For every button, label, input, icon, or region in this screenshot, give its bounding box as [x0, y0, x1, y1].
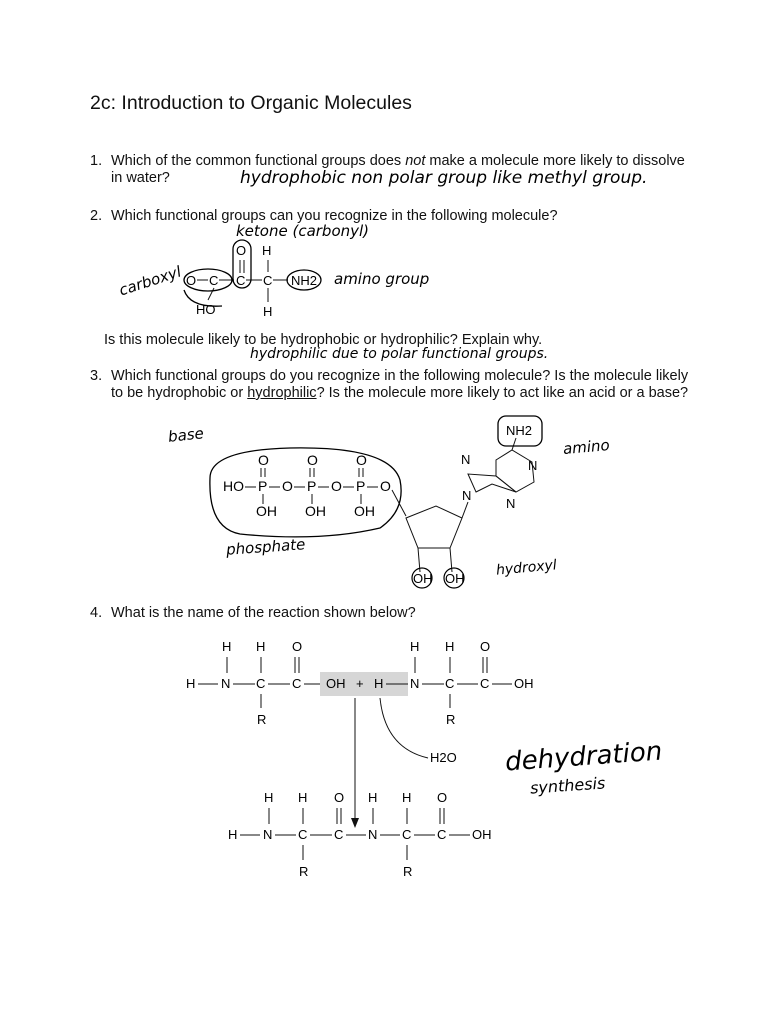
q4-arrow-head	[351, 818, 359, 828]
q4-b-oh: OH	[472, 827, 492, 842]
q3-atom-p3-o: O	[356, 452, 367, 468]
q4-b-o2: O	[437, 790, 448, 805]
q4-b-h1: H	[264, 790, 274, 805]
q2-atom-nh2: NH2	[291, 273, 318, 288]
q3-atom-ring-oh1: OH	[413, 571, 433, 586]
q3-atom-p2: P	[307, 478, 317, 494]
q4-c1: C	[256, 676, 266, 691]
q3-hw-base: base	[167, 424, 205, 446]
q3-atom-o3: O	[380, 478, 391, 494]
q1-text-before: Which of the common functional groups does	[111, 153, 406, 169]
q4-b-h2: H	[298, 790, 308, 805]
q4-b-n1: N	[263, 827, 273, 842]
q4-text: What is the name of the reaction shown below?	[111, 605, 416, 621]
q3-atom-ho: HO	[223, 478, 244, 494]
q3-atom-p2-o: O	[307, 452, 318, 468]
q3-bond-o-ch2	[392, 490, 406, 516]
q4-c3: C	[445, 676, 455, 691]
q3-atom-oh1: OH	[256, 503, 277, 519]
q3-atom-n9: N	[462, 488, 472, 503]
q3-hw-amino: amino	[562, 436, 611, 458]
q1-handwritten-answer: hydrophobic non polar group like methyl group.	[240, 168, 648, 188]
q3-atom-o1: O	[282, 478, 293, 494]
q3-molecule-diagram	[200, 410, 560, 600]
q4-n1: N	[221, 676, 231, 691]
q4-b-n2: N	[368, 827, 378, 842]
q4-b-o1: O	[334, 790, 345, 805]
q4-h5: H	[445, 639, 455, 654]
q4-o2: O	[480, 639, 491, 654]
q4-hw-answer-line1: dehydration	[504, 736, 664, 778]
q3-atom-p1-o: O	[258, 452, 269, 468]
q4-r1: R	[257, 712, 267, 727]
q4-oh2: OH	[514, 676, 534, 691]
q3-atom-oh3: OH	[354, 503, 375, 519]
q4-b-c3: C	[402, 827, 412, 842]
q3-text	[111, 368, 691, 402]
q2-hw-followup-answer: hydrophilic due to polar functional groups.	[250, 346, 549, 362]
q2-atom-c2: C	[236, 273, 246, 288]
q4-h4: H	[410, 639, 420, 654]
q4-b-h4: H	[402, 790, 412, 805]
q4-b-h0: H	[228, 827, 238, 842]
q3-number: 3.	[90, 368, 103, 384]
q3-hw-phosphate: phosphate	[225, 535, 306, 559]
q3-bond-nh2	[512, 438, 516, 450]
q2-hw-ketone: ketone (carbonyl)	[236, 222, 370, 240]
q2-number: 2.	[90, 208, 103, 224]
q2-atom-ho: HO	[196, 302, 216, 317]
q2-atom-c3: C	[263, 273, 273, 288]
q3-text-part1: Which functional groups do you recognize in the following molecule? Is the molecule likely to be hydrophobic or	[111, 368, 689, 401]
q3-text-part2: ? Is the molecule more likely to act like an acid or a base?	[316, 385, 689, 401]
q4-reaction-diagram	[180, 636, 550, 886]
q4-h2: H	[256, 639, 266, 654]
q4-b-c4: C	[437, 827, 447, 842]
q4-oh1: OH	[326, 676, 346, 691]
q2-atom-h-bottom: H	[263, 304, 273, 319]
q4-b-c1: C	[298, 827, 308, 842]
q3-atom-p1: P	[258, 478, 268, 494]
q4-b-r2: R	[403, 864, 413, 879]
q2-hw-carboxyl: carboxyl	[116, 262, 184, 300]
q2-text: Which functional groups can you recognize in the following molecule?	[111, 208, 558, 224]
page-title: 2c: Introduction to Organic Molecules	[90, 92, 412, 114]
q3-ribose-ring	[406, 506, 462, 548]
q4-hw-answer-line2: synthesis	[529, 773, 606, 798]
q4-c2: C	[292, 676, 302, 691]
q4-n2: N	[410, 676, 420, 691]
q4-water-curve	[380, 698, 428, 758]
q4-b-h3: H	[368, 790, 378, 805]
q1-text-after: make a molecule more likely to dissolve in water?	[111, 153, 685, 186]
q3-atom-p3: P	[356, 478, 366, 494]
q4-number: 4.	[90, 605, 103, 621]
q3-hw-hydroxyl: hydroxyl	[495, 557, 558, 579]
q3-imidazole-ring	[468, 474, 516, 492]
q4-h1: H	[222, 639, 232, 654]
q4-h3: H	[374, 676, 384, 691]
q2-molecule-diagram	[170, 236, 340, 324]
q3-atom-n1: N	[528, 458, 538, 473]
q4-b-r1: R	[299, 864, 309, 879]
q2-atom-o-left: O	[186, 273, 197, 288]
q2-bond-c1-ho	[208, 288, 214, 300]
q3-text-underlined: hydrophilic	[247, 385, 317, 401]
q4-plus: +	[356, 676, 364, 691]
q2-followup: Is this molecule likely to be hydrophobic or hydrophilic? Explain why.	[104, 332, 543, 348]
q4-r2: R	[446, 712, 456, 727]
q2-atom-o-top: O	[236, 243, 247, 258]
q1-number: 1.	[90, 153, 103, 169]
q2-atom-c1: C	[209, 273, 219, 288]
q3-bond-ring-base	[462, 502, 468, 518]
q3-atom-o2: O	[331, 478, 342, 494]
q4-water: H2O	[430, 750, 457, 765]
q2-atom-h-top: H	[262, 243, 272, 258]
q2-hw-amino: amino group	[334, 270, 430, 288]
q3-atom-oh2: OH	[305, 503, 326, 519]
q1-text-emphasis: not	[405, 153, 426, 169]
q4-o1: O	[292, 639, 303, 654]
q4-c4: C	[480, 676, 490, 691]
q3-atom-n7: N	[461, 452, 471, 467]
q4-h0: H	[186, 676, 196, 691]
q4-b-c2: C	[334, 827, 344, 842]
q3-atom-nh2: NH2	[506, 423, 533, 438]
q3-atom-n3: N	[506, 496, 516, 511]
q3-atom-ring-oh2: OH	[445, 571, 465, 586]
